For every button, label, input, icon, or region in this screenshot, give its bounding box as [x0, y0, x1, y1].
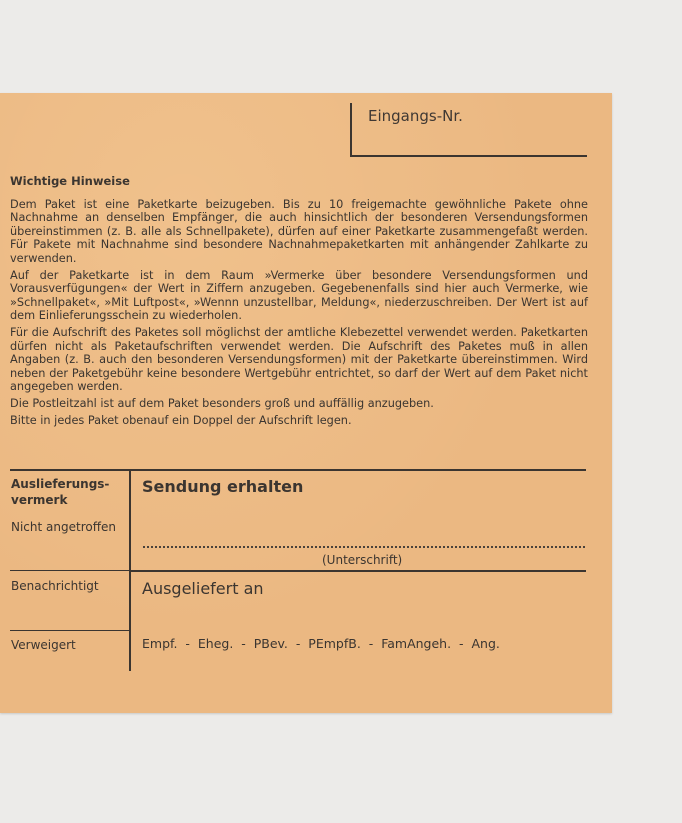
notes-section	[10, 175, 588, 430]
recipient-codes: Empf. - Eheg. - PBev. - PEmpfB. - FamAngeh. - Ang.	[142, 636, 500, 651]
form-left-rule-2	[10, 630, 130, 631]
auslieferungsvermerk-label: Auslieferungs- vermerk	[11, 477, 110, 507]
form-top-rule	[10, 469, 586, 471]
sendung-erhalten-label: Sendung erhalten	[142, 477, 304, 496]
signature-line	[143, 546, 585, 548]
notes-paragraph: Auf der Paketkarte ist in dem Raum »Vermerke über besondere Versendungsformen und Vorausverfügungen« der Wert in Ziffern anzugeben. Gegebenenfalls sind hier auch Vermerke, wie »Schnellpaket«, »Mit Luftpost«, »Wennn unzustellbar, Meldung«, niederzuschreiben. Der Wert ist auf dem Einlieferungsschein zu wiederholen.	[10, 268, 588, 323]
verweigert-label: Verweigert	[11, 638, 76, 652]
eingangs-nr-box	[350, 103, 587, 157]
benachrichtigt-label: Benachrichtigt	[11, 579, 99, 593]
form-middle-rule	[129, 570, 586, 572]
notes-title: Wichtige Hinweise	[10, 174, 130, 188]
notes-paragraph: Bitte in jedes Paket obenauf ein Doppel der Aufschrift legen.	[10, 413, 352, 427]
parcel-card	[0, 93, 612, 713]
notes-paragraph: Dem Paket ist eine Paketkarte beizugeben. Bis zu 10 freigemachte gewöhnliche Pakete ohne Nachnahme an denselben Empfänger, die auch hinsichtlich der besonderen Versendungsformen übereinstimmen (z. B. alle als Schnellpakete), dürfen auf einer Paketkarte zusammengefaßt werden. Für Pakete mit Nachnahme sind besondere Nachnahmepaketkarten mit anhängender Zahlkarte zu verwenden.	[10, 197, 588, 265]
notes-paragraph: Die Postleitzahl ist auf dem Paket besonders groß und auffällig anzugeben.	[10, 396, 434, 410]
notes-paragraph: Für die Aufschrift des Paketes soll möglichst der amtliche Klebezettel verwendet werden. Paketkarten dürfen nicht als Paketaufschriften verwendet werden. Die Aufschrift des Paketes muß in allen Angaben (z. B. auch den besonderen Versendungsformen) mit der Paketkarte übereinstimmen. Wird neben der Paketgebühr keine besondere Wertgebühr entrichtet, so darf der Wert auf dem Paket nicht angegeben werden.	[10, 325, 588, 394]
form-left-rule-1	[10, 570, 130, 571]
ausgeliefert-an-label: Ausgeliefert an	[142, 579, 264, 598]
unterschrift-label: (Unterschrift)	[322, 553, 403, 567]
eingangs-nr-label: Eingangs-Nr.	[368, 107, 463, 125]
nicht-angetroffen-label: Nicht angetroffen	[11, 520, 116, 534]
